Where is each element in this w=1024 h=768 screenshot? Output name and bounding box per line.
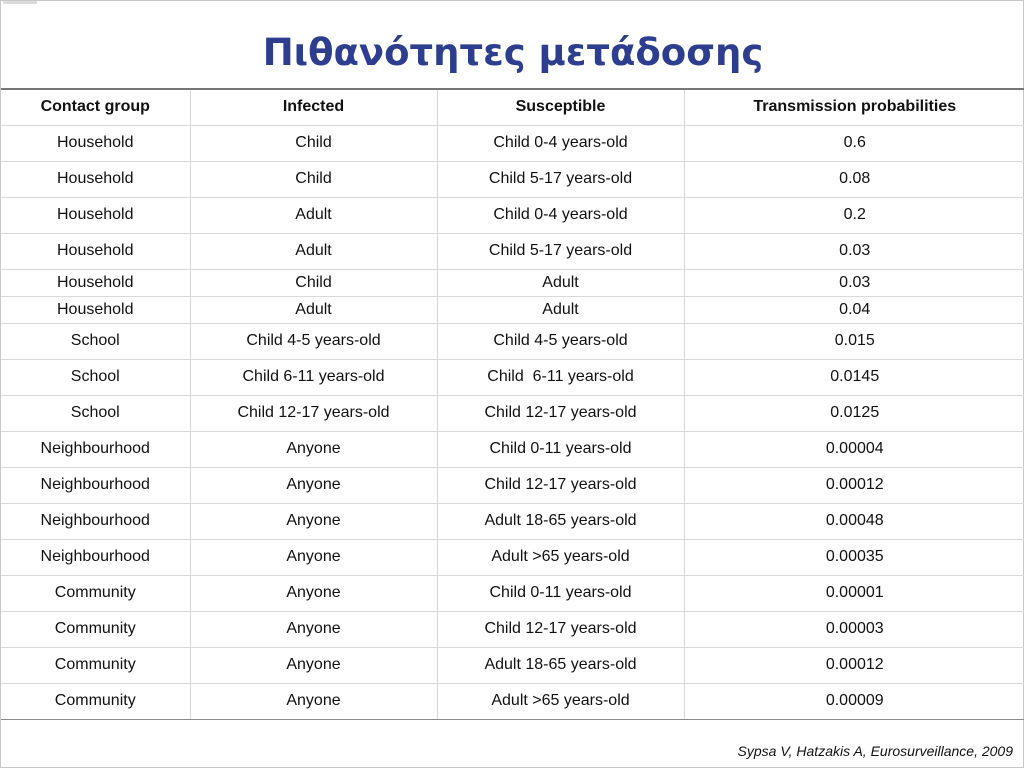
cell-susceptible: Child 0-4 years-old <box>437 125 684 161</box>
cell-infected: Anyone <box>190 503 437 539</box>
cell-contact-group: Household <box>1 197 190 233</box>
cell-susceptible: Child 12-17 years-old <box>437 611 684 647</box>
cell-probability: 0.00003 <box>684 611 1024 647</box>
cell-contact-group: Neighbourhood <box>1 431 190 467</box>
cell-susceptible: Child 4-5 years-old <box>437 323 684 359</box>
cell-probability: 0.03 <box>684 233 1024 269</box>
header-susceptible: Susceptible <box>437 89 684 125</box>
cell-infected: Child <box>190 125 437 161</box>
cell-infected: Adult <box>190 296 437 323</box>
cell-susceptible: Child 12-17 years-old <box>437 467 684 503</box>
table-header-row <box>1 89 1024 125</box>
cell-susceptible: Child 0-11 years-old <box>437 575 684 611</box>
cell-susceptible: Adult 18-65 years-old <box>437 503 684 539</box>
cell-contact-group: Neighbourhood <box>1 539 190 575</box>
header-transmission-probabilities: Transmission probabilities <box>684 89 1024 125</box>
table-row <box>1 197 1024 233</box>
cell-infected: Anyone <box>190 431 437 467</box>
cell-infected: Anyone <box>190 683 437 719</box>
cell-infected: Adult <box>190 197 437 233</box>
table-row <box>1 611 1024 647</box>
cell-infected: Child 12-17 years-old <box>190 395 437 431</box>
cell-contact-group: Community <box>1 611 190 647</box>
cell-susceptible: Adult >65 years-old <box>437 539 684 575</box>
cell-probability: 0.0145 <box>684 359 1024 395</box>
cell-probability: 0.6 <box>684 125 1024 161</box>
cell-infected: Anyone <box>190 467 437 503</box>
citation: Sypsa V, Hatzakis A, Eurosurveillance, 2009 <box>737 743 1013 759</box>
cell-infected: Adult <box>190 233 437 269</box>
cell-probability: 0.0125 <box>684 395 1024 431</box>
table-row <box>1 296 1024 323</box>
cell-probability: 0.015 <box>684 323 1024 359</box>
cell-probability: 0.00004 <box>684 431 1024 467</box>
cell-susceptible: Adult 18-65 years-old <box>437 647 684 683</box>
cell-contact-group: Household <box>1 296 190 323</box>
table-row <box>1 503 1024 539</box>
table-row <box>1 683 1024 719</box>
cell-contact-group: Community <box>1 575 190 611</box>
table-row <box>1 539 1024 575</box>
table-row <box>1 323 1024 359</box>
cell-infected: Anyone <box>190 575 437 611</box>
cell-contact-group: School <box>1 323 190 359</box>
cell-infected: Child 6-11 years-old <box>190 359 437 395</box>
cell-probability: 0.08 <box>684 161 1024 197</box>
cell-susceptible: Child 5-17 years-old <box>437 233 684 269</box>
cell-probability: 0.00009 <box>684 683 1024 719</box>
cell-susceptible: Adult <box>437 269 684 296</box>
cell-infected: Anyone <box>190 647 437 683</box>
transmission-table <box>1 88 1024 720</box>
table-row <box>1 575 1024 611</box>
cell-infected: Anyone <box>190 611 437 647</box>
cell-contact-group: Neighbourhood <box>1 467 190 503</box>
cell-infected: Child 4-5 years-old <box>190 323 437 359</box>
cell-susceptible: Child 0-11 years-old <box>437 431 684 467</box>
table-row <box>1 467 1024 503</box>
cell-probability: 0.00001 <box>684 575 1024 611</box>
cell-probability: 0.00012 <box>684 647 1024 683</box>
cell-contact-group: School <box>1 395 190 431</box>
cell-susceptible: Child 12-17 years-old <box>437 395 684 431</box>
cell-probability: 0.00035 <box>684 539 1024 575</box>
table-row <box>1 359 1024 395</box>
slide-title: Πιθανότητες μετάδοσης <box>262 31 764 74</box>
table-row <box>1 269 1024 296</box>
cell-contact-group: School <box>1 359 190 395</box>
corner-mark <box>3 1 37 4</box>
cell-infected: Child <box>190 269 437 296</box>
cell-contact-group: Neighbourhood <box>1 503 190 539</box>
table-row <box>1 647 1024 683</box>
cell-contact-group: Household <box>1 161 190 197</box>
cell-contact-group: Community <box>1 683 190 719</box>
table-row <box>1 161 1024 197</box>
cell-probability: 0.00048 <box>684 503 1024 539</box>
cell-susceptible: Child 6-11 years-old <box>437 359 684 395</box>
cell-contact-group: Household <box>1 233 190 269</box>
cell-contact-group: Household <box>1 125 190 161</box>
cell-contact-group: Community <box>1 647 190 683</box>
cell-contact-group: Household <box>1 269 190 296</box>
cell-probability: 0.00012 <box>684 467 1024 503</box>
cell-infected: Child <box>190 161 437 197</box>
cell-infected: Anyone <box>190 539 437 575</box>
cell-probability: 0.03 <box>684 269 1024 296</box>
table-row <box>1 125 1024 161</box>
cell-susceptible: Child 0-4 years-old <box>437 197 684 233</box>
cell-susceptible: Adult <box>437 296 684 323</box>
cell-probability: 0.2 <box>684 197 1024 233</box>
table-row <box>1 233 1024 269</box>
header-contact-group: Contact group <box>1 89 190 125</box>
cell-susceptible: Child 5-17 years-old <box>437 161 684 197</box>
table-row <box>1 431 1024 467</box>
header-infected: Infected <box>190 89 437 125</box>
table-row <box>1 395 1024 431</box>
cell-probability: 0.04 <box>684 296 1024 323</box>
cell-susceptible: Adult >65 years-old <box>437 683 684 719</box>
